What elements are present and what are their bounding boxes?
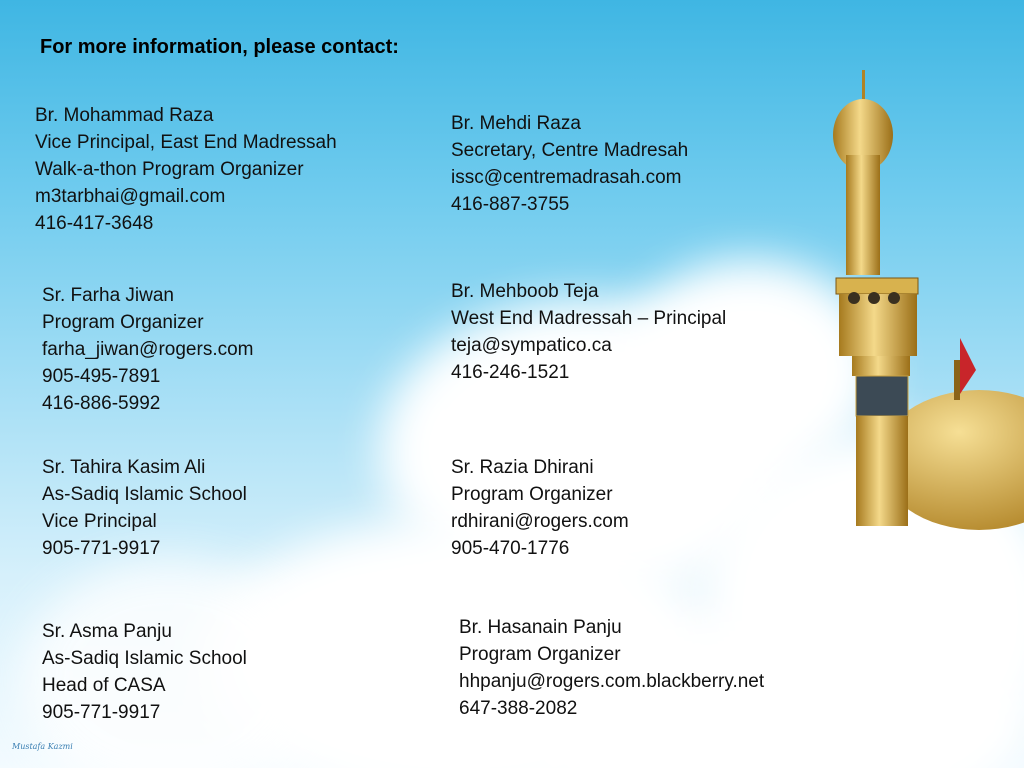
contact-title: Vice Principal, East End Madressah [35,132,337,153]
contact-name: Br. Mehdi Raza [451,113,581,134]
watermark-logo: Mustafa Kazmi [12,742,73,751]
contact-phone: 905-470-1776 [451,538,570,559]
contact-role: Walk-a-thon Program Organizer [35,159,304,180]
contact-phone: 416-246-1521 [451,362,570,383]
contact-farha-jiwan [42,282,254,417]
contact-phone-alt: 416-886-5992 [42,393,161,414]
contact-phone: 416-417-3648 [35,213,154,234]
contact-name: Sr. Asma Panju [42,621,172,642]
contact-title: Vice Principal [42,511,157,532]
contact-title: Program Organizer [459,644,621,665]
contact-name: Br. Mohammad Raza [35,105,214,126]
page-title: For more information, please contact: [40,36,399,58]
contact-phone: 905-495-7891 [42,366,161,387]
contact-title: West End Madressah – Principal [451,308,727,329]
contact-name: Br. Mehboob Teja [451,281,599,302]
contact-title: Program Organizer [451,484,613,505]
contact-email: issc@centremadrasah.com [451,167,682,188]
contact-name: Sr. Razia Dhirani [451,457,594,478]
contact-email: teja@sympatico.ca [451,335,612,356]
contact-mohammad-raza [35,102,337,237]
contact-mehdi-raza [451,110,688,218]
contact-title: Head of CASA [42,675,166,696]
contact-phone: 905-771-9917 [42,538,161,559]
contact-hasanain-panju [459,614,764,722]
contact-name: Br. Hasanain Panju [459,617,622,638]
contact-razia-dhirani [451,454,629,562]
contact-title: Program Organizer [42,312,204,333]
contact-name: Sr. Tahira Kasim Ali [42,457,206,478]
contact-organization: As-Sadiq Islamic School [42,648,247,669]
contact-email: hhpanju@rogers.com.blackberry.net [459,671,765,692]
contact-email: farha_jiwan@rogers.com [42,339,254,360]
contact-asma-panju [42,618,247,726]
contact-phone: 647-388-2082 [459,698,578,719]
contact-mehboob-teja [451,278,726,386]
contact-title: Secretary, Centre Madresah [451,140,689,161]
contact-email: m3tarbhai@gmail.com [35,186,226,207]
contact-email: rdhirani@rogers.com [451,511,629,532]
shrine-minaret-illustration [784,60,1024,530]
contact-phone: 905-771-9917 [42,702,161,723]
contact-phone: 416-887-3755 [451,194,570,215]
contact-tahira-kasim-ali [42,454,247,562]
contact-name: Sr. Farha Jiwan [42,285,174,306]
contact-organization: As-Sadiq Islamic School [42,484,247,505]
